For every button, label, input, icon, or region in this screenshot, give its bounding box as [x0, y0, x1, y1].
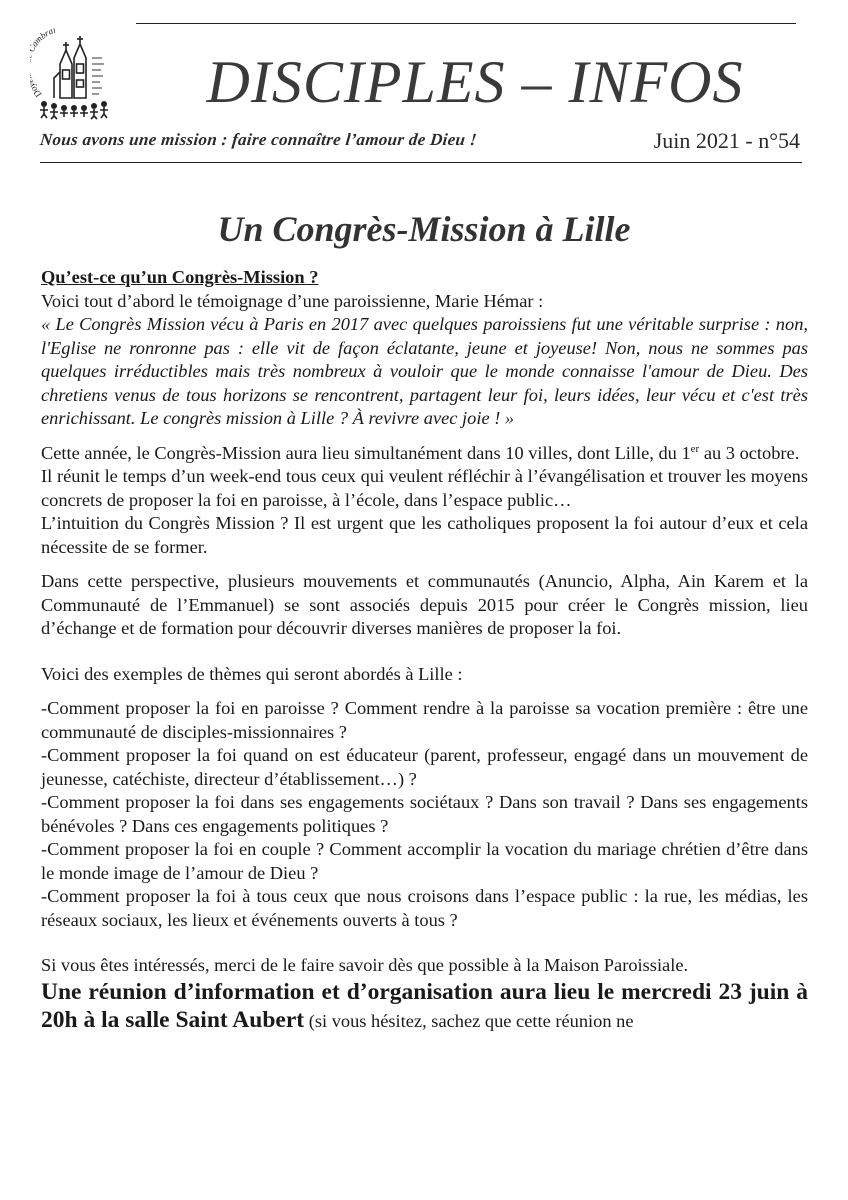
meeting-paragraph	[41, 978, 808, 1035]
intuition-paragraph: L’intuition du Congrès Mission ? Il est urgent que les catholiques proposent la foi autour d’eux et cela nécessite de se former.	[41, 513, 808, 557]
issue-date-number: Juin 2021 - n°54	[653, 128, 800, 153]
newsletter-masthead: DISCIPLES – INFOS	[206, 49, 744, 115]
meeting-note: (si vous hésitez, sachez que cette réunion ne	[304, 1010, 634, 1031]
theme-item: -Comment proposer la foi quand on est éducateur (parent, professeur, engagé dans un mouvement de jeunesse, catéchiste, directeur d’établissement…) ?	[41, 745, 808, 789]
contact-paragraph: Si vous êtes intéressés, merci de le faire savoir dès que possible à la Maison Paroissiale.	[41, 955, 689, 975]
header-bottom-rule	[40, 162, 802, 163]
newsletter-tagline: Nous avons une mission : faire connaître l’amour de Dieu !	[39, 130, 478, 149]
weekend-paragraph: Il réunit le temps d’un week-end tous ceux qui veulent réfléchir à l’évangélisation et trouver les moyens concrets de proposer la foi en paroisse, à l’école, dans l’espace public…	[41, 466, 808, 510]
dates-paragraph	[41, 442, 808, 466]
article-body	[41, 266, 808, 1035]
theme-item: -Comment proposer la foi en couple ? Comment accomplir la vocation du mariage chrétien d’être dans le monde image de l’amour de Dieu ?	[41, 839, 808, 883]
intro-paragraph: Voici tout d’abord le témoignage d’une paroissienne, Marie Hémar :	[41, 290, 544, 311]
logo-text: D ambrai	[30, 28, 57, 100]
article-subheading: Qu’est-ce qu’un Congrès-Mission ?	[41, 267, 319, 287]
header-top-rule	[136, 23, 796, 24]
meeting-announcement: Une réunion d’information et d’organisation aura lieu le mercredi 23 juin à 20h à la salle Saint Aubert	[41, 978, 808, 1033]
svg-text:Doyenné de Cambrai	[30, 28, 57, 100]
dates-text: Cette année, le Congrès-Mission aura lieu simultanément dans 10 villes, dont Lille, du 1	[41, 442, 691, 463]
theme-item: -Comment proposer la foi en paroisse ? Comment rendre à la paroisse sa vocation première : être une communauté de disciples-missionnaires ?	[41, 698, 808, 742]
article-title: Un Congrès-Mission à Lille	[217, 209, 631, 249]
perspective-paragraph: Dans cette perspective, plusieurs mouvements et communautés (Anuncio, Alpha, Ain Karem et la Communauté de l’Emmanuel) se sont associés depuis 2015 pour créer le Congrès mission, lieu d’échange et de formation pour découvrir diverses manières de proposer la foi.	[41, 571, 808, 638]
theme-item: -Comment proposer la foi dans ses engagements sociétaux ? Dans son travail ? Dans ses engagements bénévoles ? Dans ces engagements politiques ?	[41, 792, 808, 836]
testimony-quote: « Le Congrès Mission vécu à Paris en 2017 avec quelques paroissiens fut une véritable surprise : non, l'Eglise ne ronronne pas : elle vit de façon éclatante, jeune et joyeuse! Non, nous ne sommes pas quelques irréductibles mais très nombreux à vouloir que le monde connaisse l'amour de Dieu. Des chretiens venus de tous horizons se rencontrent, partagent leur foi, leurs idées, leur vécu et c'est très enrichissant. Le congrès mission à Lille ? À revivre avec joie ! »	[41, 314, 808, 428]
dates-ordinal: er	[690, 442, 700, 455]
themes-intro: Voici des exemples de thèmes qui seront abordés à Lille :	[41, 663, 463, 684]
deanery-logo	[30, 28, 114, 120]
dates-end-text: au 3 octobre.	[699, 442, 800, 463]
theme-item: -Comment proposer la foi à tous ceux que nous croisons dans l’espace public : la rue, les médias, les réseaux sociaux, les lieux et événements ouverts à tous ?	[41, 886, 808, 930]
